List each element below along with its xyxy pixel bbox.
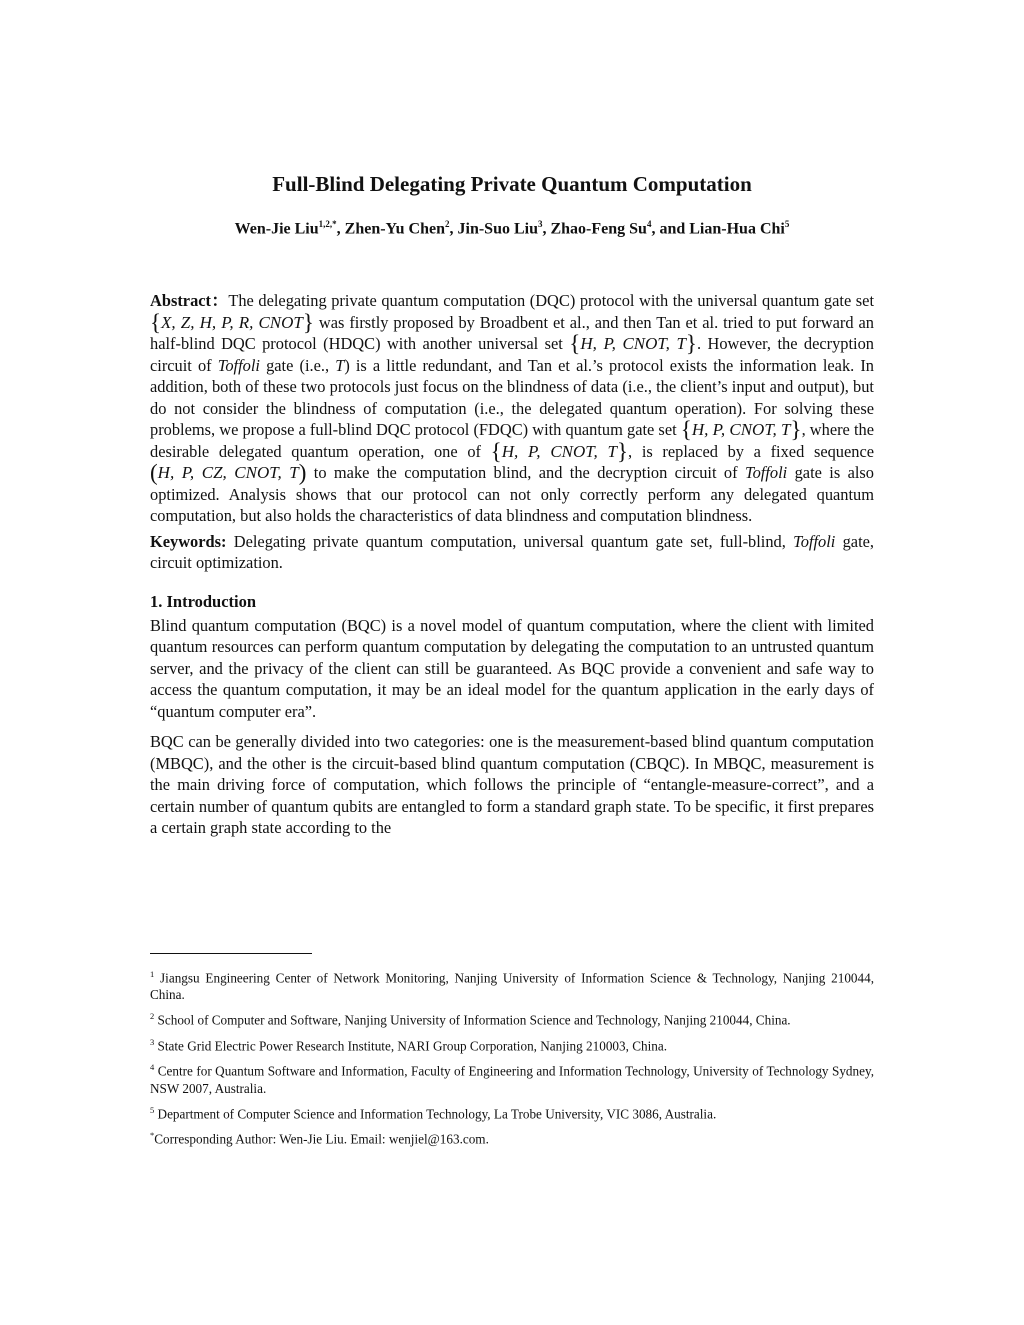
footnote xyxy=(150,1102,874,1122)
abstract-text: , where the desirable delegated quantum operation, one of xyxy=(150,420,874,461)
footnote-text: Department of Computer Science and Information Technology, La Trobe University, VIC 3086, Australia. xyxy=(154,1105,717,1121)
abstract-text: . However, the decryption circuit of xyxy=(150,334,875,375)
footnote-text: School of Computer and Software, Nanjing University of Information Science and Technology, Nanjing 210044, China. xyxy=(154,1012,791,1028)
abstract-text: gate is also optimized. Analysis shows that our protocol can not only correctly perform any delegated quantum computation, but also holds the characteristics of data blindness and computation blindness. xyxy=(150,463,875,526)
gate-set-contents: H, P, CNOT, T xyxy=(580,334,686,354)
keywords xyxy=(150,531,874,574)
footnote-mark: 5 xyxy=(150,1104,155,1115)
author-affiliation-mark: 5 xyxy=(784,219,790,229)
author-name: Wen-Jie Liu xyxy=(234,220,319,238)
toffoli-term: Toffoli xyxy=(793,531,836,551)
paper-page xyxy=(150,172,874,839)
author-name: Lian-Hua Chi xyxy=(689,220,785,238)
gate-sequence-formula: (H, P, CZ, CNOT, T) xyxy=(150,460,307,486)
intro-paragraph-2: BQC can be generally divided into two categories: one is the measurement-based blind quantum computation (MBQC), and the other is the circuit-based blind quantum computation (CBQC). In MBQC, measurement is the main driving force of computation, which follows the principle of “entangle-measure-correct”, and a certain number of quantum qubits are entangled to form a standard graph state. To be specific, it first prepares a certain graph state according to the xyxy=(150,732,874,838)
footnote-mark: 1 xyxy=(150,969,155,979)
section-heading: 1. Introduction xyxy=(150,591,257,611)
abstract-text: The delegating private quantum computation (DQC) protocol with the universal quantum gate set xyxy=(228,291,875,311)
footnote-text: State Grid Electric Power Research Institute, NARI Group Corporation, Nanjing 210003, China. xyxy=(154,1038,667,1054)
author-list xyxy=(150,219,874,238)
gate-set-formula: {H, P, CNOT, T} xyxy=(490,438,629,464)
toffoli-term: Toffoli xyxy=(217,355,260,375)
gate-set-formula: {H, P, CNOT, T} xyxy=(569,331,697,357)
keywords-text: Delegating private quantum computation, universal quantum gate set, full-blind, xyxy=(226,531,794,551)
abstract-text: was firstly proposed by Broadbent et al., and then Tan et al. tried to put forward an half-blind DQC protocol (HDQC) with another universal set xyxy=(150,312,874,354)
abstract-text: ) is a little redundant, and Tan et al.’s protocol exists the information leak. In addition, both of these two protocols just focus on the blindness of data (i.e., the client’s input and output), but do not consider the blindness of computation (i.e., the delegated quantum operation). For solving these problems, we propose a full-blind DQC protocol (FDQC) with quantum gate set xyxy=(150,355,874,440)
footnote-divider xyxy=(150,953,312,954)
author-name: Jin-Suo Liu xyxy=(457,220,538,238)
author-affiliation-mark: 2 xyxy=(445,219,450,229)
footnote-text: Centre for Quantum Software and Information, Faculty of Engineering and Information Technology, University of Technology Sydney, NSW 2007, Australia. xyxy=(150,1063,874,1096)
gate-set-contents: H, P, CNOT, T xyxy=(501,441,617,461)
author-affiliation-mark: 4 xyxy=(646,219,652,229)
abstract-text: , is replaced by a fixed sequence xyxy=(628,441,875,461)
toffoli-term: Toffoli xyxy=(744,463,788,483)
footnote-text: Corresponding Author: Wen-Jie Liu. Email: wenjiel@163.com. xyxy=(154,1131,489,1147)
keywords-text: gate, circuit optimization. xyxy=(150,531,875,573)
author-affiliation-mark: 1,2,* xyxy=(318,219,337,229)
gate-set-formula: {X, Z, H, P, R, CNOT} xyxy=(150,309,314,335)
footnote xyxy=(150,1127,874,1147)
abstract-text: gate (i.e., xyxy=(259,355,336,375)
paper-title: Full-Blind Delegating Private Quantum Computation xyxy=(272,172,752,196)
keywords-label: Keywords: xyxy=(150,531,227,551)
footnote-mark: 3 xyxy=(150,1036,155,1047)
footnote xyxy=(150,966,874,1003)
gate-set-formula: {H, P, CNOT, T} xyxy=(680,417,802,443)
footnote xyxy=(150,1034,874,1054)
author-affiliation-mark: 3 xyxy=(537,219,543,229)
author-separator: , xyxy=(449,220,458,238)
abstract xyxy=(150,290,874,527)
author-name: Zhen-Yu Chen xyxy=(344,220,445,238)
author-separator: , and xyxy=(651,220,690,238)
author-separator: , xyxy=(336,220,345,238)
footnote-text: Jiangsu Engineering Center of Network Monitoring, Nanjing University of Information Science & Technology, Nanjing 210044, China. xyxy=(150,970,874,1003)
abstract-text: to make the computation blind, and the decryption circuit of xyxy=(306,463,745,483)
author-separator: , xyxy=(542,220,551,238)
footnote-mark: 2 xyxy=(150,1011,155,1022)
gate-set-contents: H, P, CNOT, T xyxy=(691,420,791,440)
gate-set-contents: X, Z, H, P, R, CNOT xyxy=(161,312,303,332)
abstract-label: Abstract： xyxy=(150,291,229,311)
gate-sequence-contents: H, P, CZ, CNOT, T xyxy=(157,463,299,483)
footnote xyxy=(150,1008,874,1028)
footnote-mark: * xyxy=(150,1129,155,1140)
t-gate-term: T xyxy=(335,355,345,375)
footnote-mark: 4 xyxy=(150,1062,155,1073)
footnote xyxy=(150,1059,874,1096)
author-name: Zhao-Feng Su xyxy=(550,220,647,238)
intro-paragraph-1: Blind quantum computation (BQC) is a novel model of quantum computation, where the client with limited quantum resources can perform quantum computation by delegating the computation to an untrusted quantum server, and the privacy of the client can still be guaranteed. As BQC provide a convenient and safe way to access the quantum computation, it may be an ideal model for the quantum application in the early days of “quantum computer era”. xyxy=(150,615,874,721)
footnotes xyxy=(150,966,874,1152)
